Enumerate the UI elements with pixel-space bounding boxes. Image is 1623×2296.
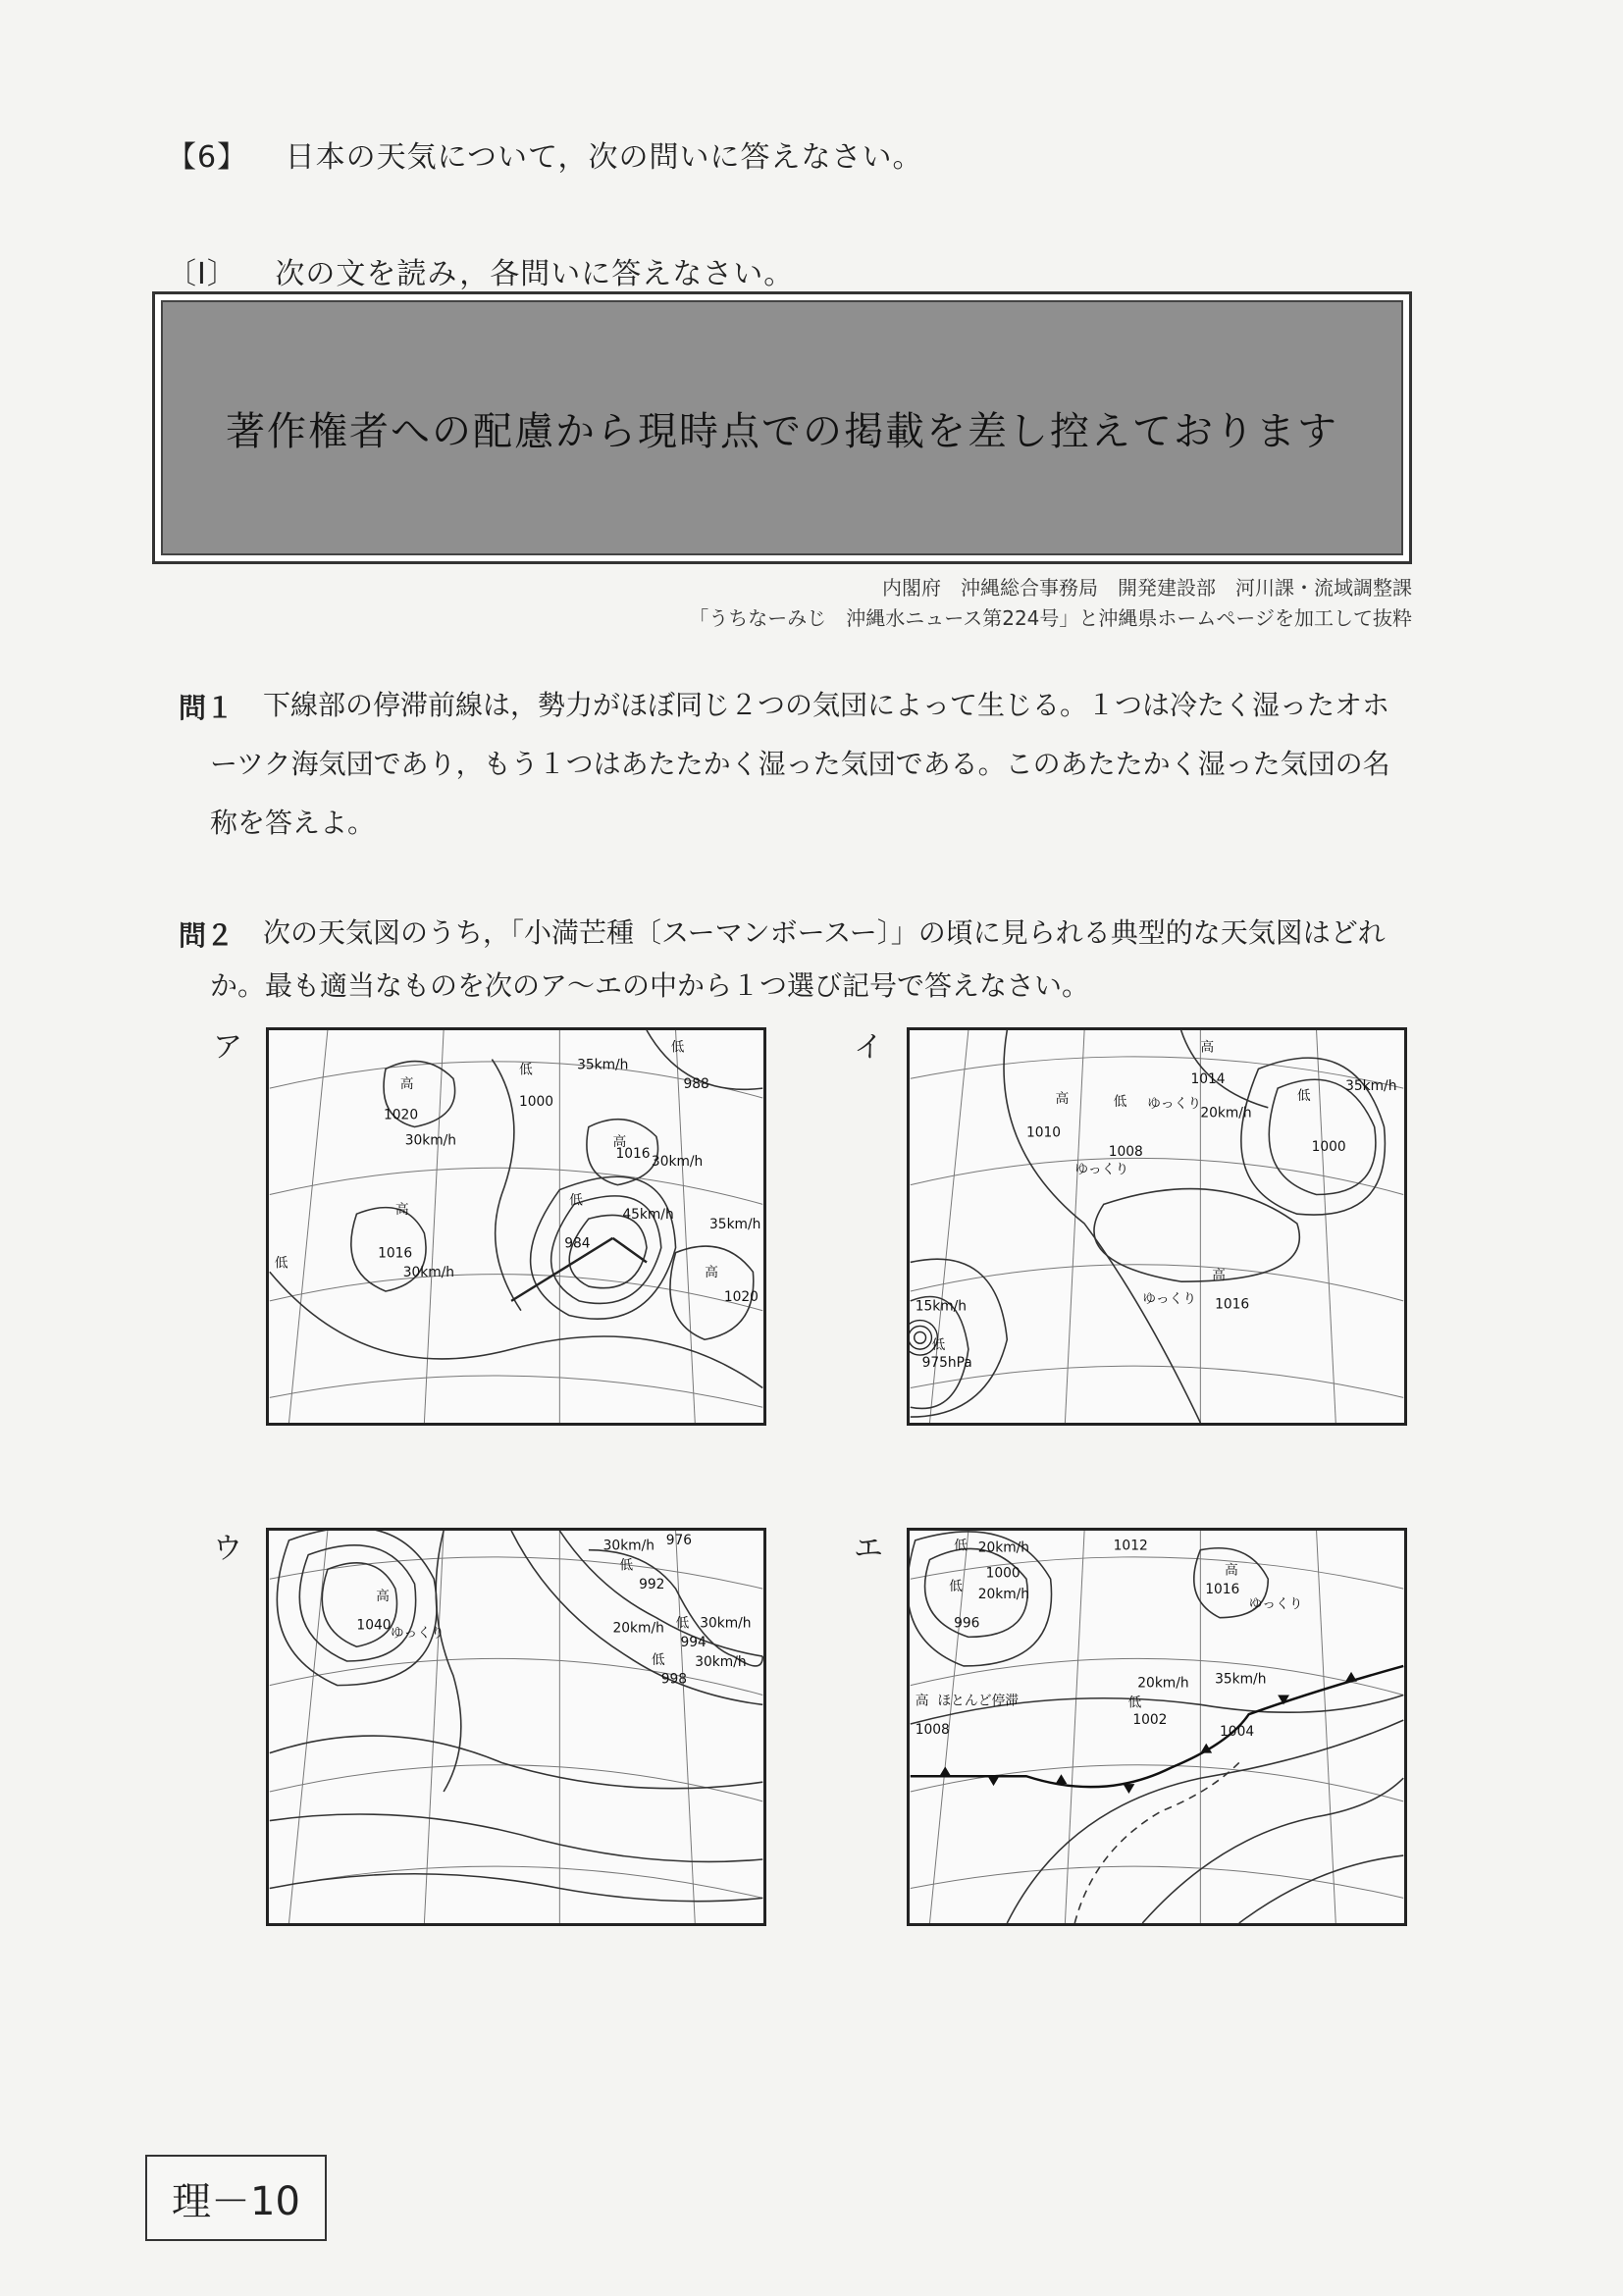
map-i-slow-2: ゆっくり — [1074, 1161, 1129, 1177]
map-i-pressure-4: 1000 — [1311, 1139, 1346, 1156]
map-e-slow-1: ゆっくり — [1248, 1595, 1303, 1612]
map-u-pressure-1: 1040 — [356, 1617, 392, 1634]
redacted-box — [161, 300, 1403, 555]
map-a-low-1: 低 — [518, 1062, 533, 1078]
map-u-low-1: 低 — [619, 1557, 634, 1574]
question-1-line-3: 称を答えよ。 — [210, 807, 376, 839]
map-e-speed-4: 35km/h — [1215, 1671, 1267, 1688]
map-e-pressure-5: 1002 — [1132, 1712, 1168, 1729]
map-i-high-3: 高 — [1212, 1268, 1226, 1284]
map-a-speed-6: 35km/h — [709, 1216, 761, 1232]
source-line-2: 「うちなーみじ 沖縄水ニュース第224号」と沖縄県ホームページを加工して抜粋 — [689, 606, 1412, 630]
map-e-pressure-2: 996 — [954, 1615, 980, 1632]
map-u-pressure-5: 998 — [660, 1671, 688, 1688]
map-i-speed-1: 20km/h — [1200, 1105, 1252, 1122]
map-i-low-2: 低 — [1296, 1087, 1311, 1104]
map-a-pressure-7: 1020 — [723, 1288, 759, 1305]
question-2-line-2: か。最も適当なものを次のア～エの中から１つ選び記号で答えなさい。 — [210, 969, 1090, 1002]
question-2-line-1: 次の天気図のうち，「小満芒種〔スーマンボースー〕」の頃に見られる典型的な天気図はどれ — [263, 916, 1386, 949]
map-u-speed-4: 30km/h — [695, 1653, 747, 1670]
map-e-low-2: 低 — [949, 1579, 963, 1595]
weather-map-a-drawing — [269, 1030, 763, 1423]
map-a-high-3: 高 — [394, 1202, 409, 1219]
map-a-pressure-4: 1016 — [615, 1146, 651, 1163]
map-a-low-3: 低 — [569, 1192, 583, 1209]
map-i-pressure-1: 1014 — [1190, 1071, 1226, 1088]
section-title: 次の文を読み，各問いに答えなさい。 — [275, 257, 795, 291]
map-e-speed-2: 20km/h — [977, 1586, 1030, 1602]
map-a-speed-1: 30km/h — [404, 1132, 457, 1149]
section-number: 〔Ⅰ〕 — [167, 257, 237, 291]
map-e-low-3: 低 — [1127, 1695, 1142, 1711]
map-i-slow-3: ゆっくり — [1142, 1290, 1197, 1307]
map-e-speed-3: 20km/h — [1137, 1675, 1189, 1692]
map-e-pressure-4: 1016 — [1205, 1582, 1240, 1598]
map-a-pressure-6: 1016 — [378, 1245, 413, 1262]
map-e-pressure-6: 1004 — [1220, 1723, 1255, 1740]
map-a-pressure-3: 988 — [683, 1076, 709, 1093]
section-header — [167, 249, 794, 292]
map-i-pressure-5: 1016 — [1215, 1296, 1250, 1313]
weather-map-u-drawing — [269, 1531, 763, 1923]
weather-map-e — [907, 1528, 1407, 1926]
map-a-speed-5: 30km/h — [402, 1265, 455, 1281]
map-a-pressure-5: 984 — [564, 1235, 591, 1252]
map-a-high-4: 高 — [705, 1265, 718, 1281]
map-u-pressure-3: 992 — [639, 1577, 665, 1593]
map-label-e: エ — [854, 1532, 883, 1566]
map-a-low-2: 低 — [670, 1039, 685, 1056]
question-1-line-2: ーツク海気団であり，もう１つはあたたかく湿った気団である。このあたたかく湿った気団の名 — [210, 748, 1390, 780]
question-1-label: 問１ — [179, 692, 235, 724]
weather-map-u — [266, 1528, 766, 1926]
map-a-high-2: 高 — [612, 1134, 627, 1151]
map-e-low-1: 低 — [954, 1538, 968, 1554]
map-u-low-3: 低 — [651, 1651, 665, 1668]
map-e-still: ほとんど停滞 — [937, 1693, 1020, 1709]
map-a-pressure-2: 1000 — [518, 1093, 554, 1110]
map-i-high-2: 高 — [1055, 1090, 1070, 1107]
map-i-pressure-2: 1010 — [1025, 1124, 1062, 1141]
problem-title: 日本の天気について，次の問いに答えなさい。 — [285, 140, 923, 175]
redaction-notice: 著作権者への配慮から現時点での掲載を差し控えております — [226, 408, 1338, 454]
map-e-pressure-3: 1012 — [1113, 1538, 1148, 1554]
map-u-slow-1: ゆっくり — [390, 1625, 445, 1642]
map-i-speed-3: 15km/h — [915, 1298, 968, 1315]
question-1-line-1: 下線部の停滞前線は，勢力がほぼ同じ２つの気団によって生じる。１つは冷たく湿ったオホ — [263, 689, 1390, 721]
redacted-passage — [152, 291, 1412, 564]
map-a-pressure-1: 1020 — [384, 1107, 419, 1123]
question-2-label: 問２ — [179, 919, 235, 952]
map-i-high-1: 高 — [1200, 1039, 1215, 1056]
map-u-speed-1: 30km/h — [602, 1538, 654, 1554]
map-i-pressure-3: 1008 — [1108, 1144, 1143, 1161]
map-a-speed-4: 45km/h — [622, 1207, 674, 1224]
weather-map-i — [907, 1027, 1407, 1426]
map-u-high-1: 高 — [376, 1588, 390, 1604]
map-a-speed-2: 35km/h — [577, 1057, 629, 1073]
map-u-speed-3: 30km/h — [700, 1615, 752, 1632]
map-u-low-2: 低 — [675, 1615, 690, 1632]
page-number: 理－10 — [172, 2178, 300, 2224]
map-u-speed-2: 20km/h — [612, 1620, 664, 1637]
map-i-low-1: 低 — [1113, 1093, 1127, 1110]
map-e-pressure-7: 1008 — [915, 1721, 950, 1738]
map-e-pressure-1: 1000 — [985, 1565, 1021, 1582]
map-i-low-3: 低 — [931, 1337, 946, 1354]
source-line-1: 内閣府 沖縄総合事務局 開発建設部 河川課・流域調整課 — [882, 576, 1412, 600]
map-i-pressure-6: 975hPa — [921, 1354, 972, 1371]
weather-map-i-drawing — [910, 1030, 1404, 1423]
map-i-speed-2: 35km/h — [1345, 1078, 1397, 1095]
map-a-speed-3: 30km/h — [651, 1153, 704, 1170]
problem-number: 【6】 — [167, 140, 248, 175]
map-a-high-1: 高 — [399, 1076, 414, 1093]
map-label-a: ア — [213, 1030, 242, 1065]
page-number-box — [145, 2155, 327, 2241]
map-u-pressure-2: 976 — [665, 1532, 693, 1548]
map-e-high-2: 高 — [915, 1693, 929, 1709]
problem-header — [167, 132, 922, 176]
map-i-slow-1: ゆっくり — [1147, 1095, 1202, 1112]
weather-map-a — [266, 1027, 766, 1426]
weather-map-e-drawing — [910, 1531, 1404, 1923]
map-a-low-4: 低 — [274, 1255, 288, 1272]
map-label-i: イ — [854, 1030, 883, 1065]
map-label-u: ウ — [213, 1532, 242, 1566]
map-u-pressure-4: 994 — [680, 1635, 707, 1651]
map-e-high-1: 高 — [1224, 1562, 1238, 1579]
map-e-speed-1: 20km/h — [977, 1539, 1030, 1556]
